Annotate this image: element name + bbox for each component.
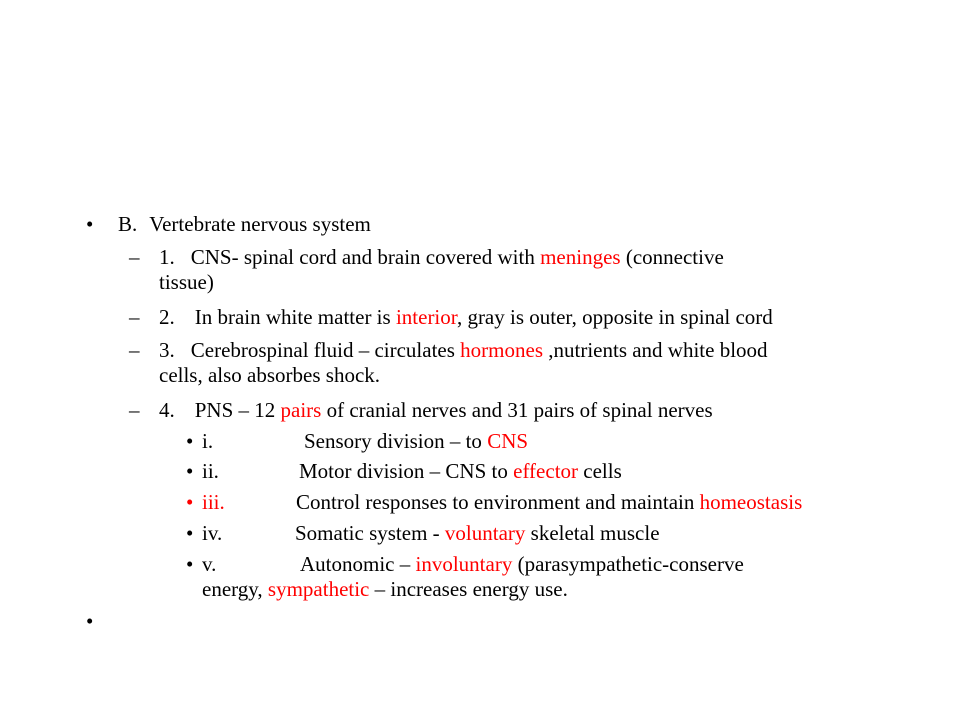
item-2-text1: In brain white matter is (194, 305, 396, 329)
subitem-i-num: i. (202, 429, 214, 453)
subitem-iii-num: iii. (202, 490, 225, 514)
subitem-i-text1: Sensory division – to (304, 429, 488, 453)
subitem-i (304, 429, 528, 454)
heading-b (118, 212, 371, 237)
subitem-v-highlight2: sympathetic (267, 577, 370, 601)
heading-b-num: B. (118, 212, 138, 236)
item-3-text1: Cerebrospinal fluid – circulates (190, 338, 461, 362)
item-2-num: 2. (159, 305, 175, 329)
bullet-empty: • (86, 609, 94, 633)
item-1-num: 1. (159, 245, 175, 269)
bullet-b: • (86, 212, 94, 236)
subitem-iii-highlight: homeostasis (699, 490, 803, 514)
subbullet-ii: • (186, 459, 194, 483)
item-4-num: 4. (159, 398, 175, 422)
item-1-cont: tissue) (159, 270, 214, 294)
subitem-iv-text1: Somatic system - (295, 521, 445, 545)
item-2-text2: , gray is outer, opposite in spinal cord (456, 305, 773, 329)
item-4 (159, 398, 713, 423)
dash-4: – (129, 398, 140, 422)
item-1-text2: (connective (620, 245, 724, 269)
item-4-text2: of cranial nerves and 31 pairs of spinal nerves (321, 398, 713, 422)
subitem-v-text1: Autonomic – (300, 552, 416, 576)
item-1-text1: CNS- spinal cord and brain covered with (190, 245, 541, 269)
item-3 (159, 338, 768, 363)
subitem-v-cont (202, 577, 568, 602)
subbullet-v: • (186, 552, 194, 576)
subitem-v-cont1: energy, (202, 577, 268, 601)
item-3-cont: cells, also absorbes shock. (159, 363, 381, 387)
subitem-v (300, 552, 744, 577)
subitem-ii-text1: Motor division – CNS to (299, 459, 514, 483)
item-3-num: 3. (159, 338, 175, 362)
subitem-ii-highlight: effector (513, 459, 579, 483)
item-2-highlight: interior (395, 305, 457, 329)
item-3-highlight: hormones (460, 338, 543, 362)
subitem-ii-text2: cells (578, 459, 622, 483)
item-1 (159, 245, 724, 270)
item-1-highlight: meninges (540, 245, 621, 269)
subbullet-iii: • (186, 490, 194, 514)
subitem-ii-num: ii. (202, 459, 219, 483)
subitem-iii-text1: Control responses to environment and maintain (296, 490, 700, 514)
subitem-v-text2: (parasympathetic-conserve (512, 552, 744, 576)
subitem-v-highlight: involuntary (415, 552, 513, 576)
dash-1: – (129, 245, 140, 269)
heading-b-text: Vertebrate nervous system (149, 212, 371, 236)
item-4-highlight: pairs (280, 398, 322, 422)
subitem-iv-text2: skeletal muscle (525, 521, 660, 545)
subitem-ii (299, 459, 622, 484)
dash-3: – (129, 338, 140, 362)
subitem-i-highlight: CNS (487, 429, 529, 453)
subitem-iv-num: iv. (202, 521, 223, 545)
subbullet-iv: • (186, 521, 194, 545)
dash-2: – (129, 305, 140, 329)
subitem-v-num: v. (202, 552, 217, 576)
subitem-iii (296, 490, 802, 515)
item-2 (159, 305, 773, 330)
subitem-v-cont2: – increases energy use. (369, 577, 568, 601)
subbullet-i: • (186, 429, 194, 453)
item-3-text2: ,nutrients and white blood (543, 338, 768, 362)
item-4-text1: PNS – 12 (194, 398, 281, 422)
subitem-iv-highlight: voluntary (444, 521, 526, 545)
subitem-iv (295, 521, 660, 546)
